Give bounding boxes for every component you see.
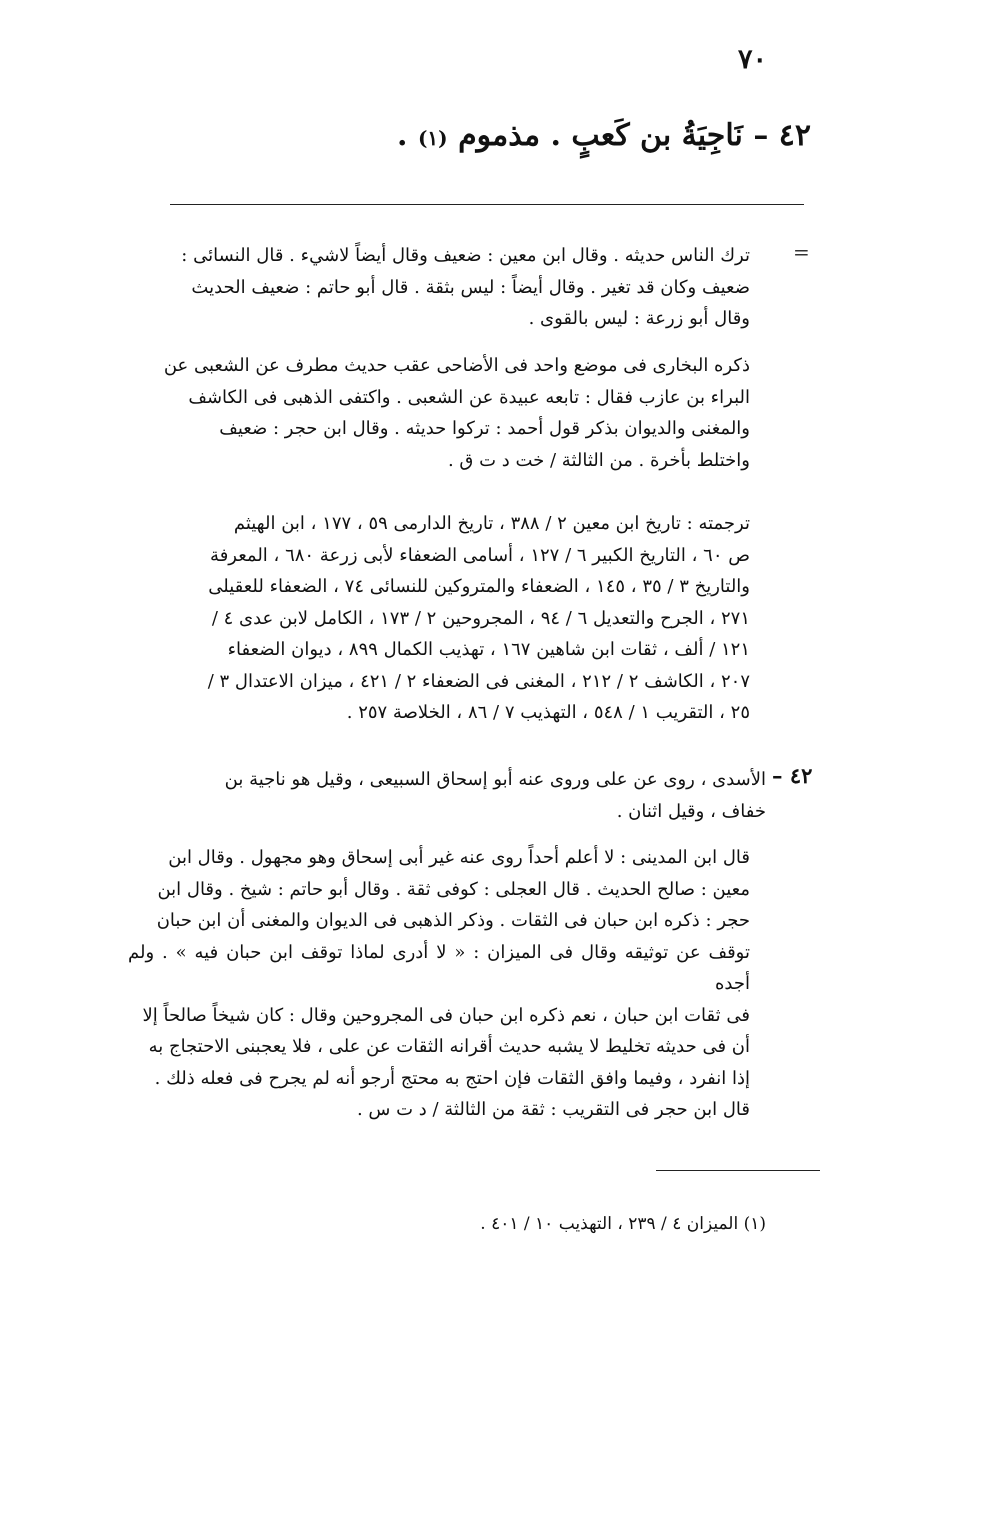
page-number: ٧٠ (738, 44, 768, 75)
title-dash: – (753, 118, 769, 153)
text-line: ١٢١ / ألف ، ثقات ابن شاهين ١٦٧ ، تهذيب الكمال ٨٩٩ ، ديوان الضعفاء (227, 639, 750, 660)
text-line: ٢٠٧ ، الكاشف ٢ / ٢١٢ ، المغنى فى الضعفاء ٢ / ٤٢١ ، ميزان الاعتدال ٣ / (207, 670, 750, 692)
footnote-divider (656, 1170, 820, 1171)
entry-heading (128, 764, 766, 827)
title-end: . (397, 118, 408, 153)
text-line: خفاف ، وقيل اثنان . (616, 800, 766, 822)
text-line: وقال أبو زرعة : ليس بالقوى . (528, 308, 750, 329)
text-line: حجر : ذكره ابن حبان فى الثقات . وذكر الذهبى فى الديوان والمغنى أن ابن حبان (156, 910, 750, 931)
text-line: ٢٥ ، التقريب ١ / ٥٤٨ ، التهذيب ٧ / ٨٦ ، الخلاصة ٢٥٧ . (346, 702, 750, 723)
paragraph-biography-sources (128, 508, 750, 729)
paragraph-narrators (128, 240, 750, 335)
text-line: قال ابن حجر فى التقريب : ثقة من الثالثة / د ت س . (356, 1099, 750, 1120)
title-name: نَاجِيَةُ بن كَعبٍ . مذموم (458, 118, 743, 153)
paragraph-evaluation (128, 842, 750, 1126)
entry-title (251, 118, 811, 153)
text-line: ضعيف وكان قد تغير . وقال أيضاً : ليس بثقة . قال أبو حاتم : ضعيف الحديث (191, 276, 750, 298)
text-line: إذا انفرد ، وفيما وافق الثقات فإن احتج به محتج أرجو أنه لم يجرح فى فعله ذلك . (154, 1067, 750, 1089)
footnote: (١) الميزان ٤ / ٢٣٩ ، التهذيب ١٠ / ٤٠١ . (480, 1214, 766, 1234)
continuation-mark: = (793, 240, 810, 264)
title-note-ref: (١) (417, 126, 448, 150)
title-divider (170, 204, 804, 205)
text-line: الأسدى ، روى عن على وروى عنه أبو إسحاق السبيعى ، وقيل هو ناجية بن (224, 769, 766, 790)
paragraph-bukhari (128, 350, 750, 476)
text-line: والمغنى والديوان بذكر قول أحمد : تركوا حديثه . وقال ابن حجر : ضعيف (219, 418, 750, 439)
title-number: ٤٢ (778, 118, 811, 153)
text-line: قال ابن المدينى : لا أعلم أحداً روى عنه غير أبى إسحاق وهو مجهول . وقال ابن (168, 847, 750, 868)
text-line: ترجمته : تاريخ ابن معين ٢ / ٣٨٨ ، تاريخ الدارمى ٥٩ ، ١٧٧ ، ابن الهيثم (233, 513, 750, 534)
entry-number: ٤٢ – (772, 763, 813, 788)
text-line: فى ثقات ابن حبان ، نعم ذكره ابن حبان فى المجروحين وقال : كان شيخاً صالحاً إلا (142, 1004, 750, 1026)
text-line: ٢٧١ ، الجرح والتعديل ٦ / ٩٤ ، المجروحين ٢ / ١٧٣ ، الكامل لابن عدى ٤ / (211, 607, 750, 629)
text-line: أن فى حديثه تخليط لا يشبه حديث أقرانه الثقات عن على ، فلا يعجبنى الاحتجاج به (148, 1036, 750, 1057)
text-line: ذكره البخارى فى موضع واحد فى الأضاحى عقب حديث مطرف عن الشعبى عن (163, 355, 750, 376)
text-line: ص ٦٠ ، التاريخ الكبير ٦ / ١٢٧ ، أسامى الضعفاء لأبى زرعة ٦٨٠ ، المعرفة (210, 544, 750, 566)
text-line: والتاريخ ٣ / ٣٥ ، ١٤٥ ، الضعفاء والمتروكين للنسائى ٧٤ ، الضعفاء للعقيلى (208, 576, 750, 597)
text-line: البراء بن عازب فقال : تابعه عبيدة عن الشعبى . واكتفى الذهبى فى الكاشف (188, 386, 750, 408)
text-line: واختلط بأخرة . من الثالثة / خت د ت ق . (447, 449, 750, 471)
text-line: توقف عن توثيقه وقال فى الميزان : « لا أدرى لماذا توقف ابن حبان فيه » . ولم أجده (128, 941, 750, 994)
text-line: ترك الناس حديثه . وقال ابن معين : ضعيف وقال أيضاً لاشيء . قال النسائى : (181, 245, 750, 266)
text-line: معين : صالح الحديث . قال العجلى : كوفى ثقة . وقال أبو حاتم : شيخ . وقال ابن (157, 878, 750, 900)
